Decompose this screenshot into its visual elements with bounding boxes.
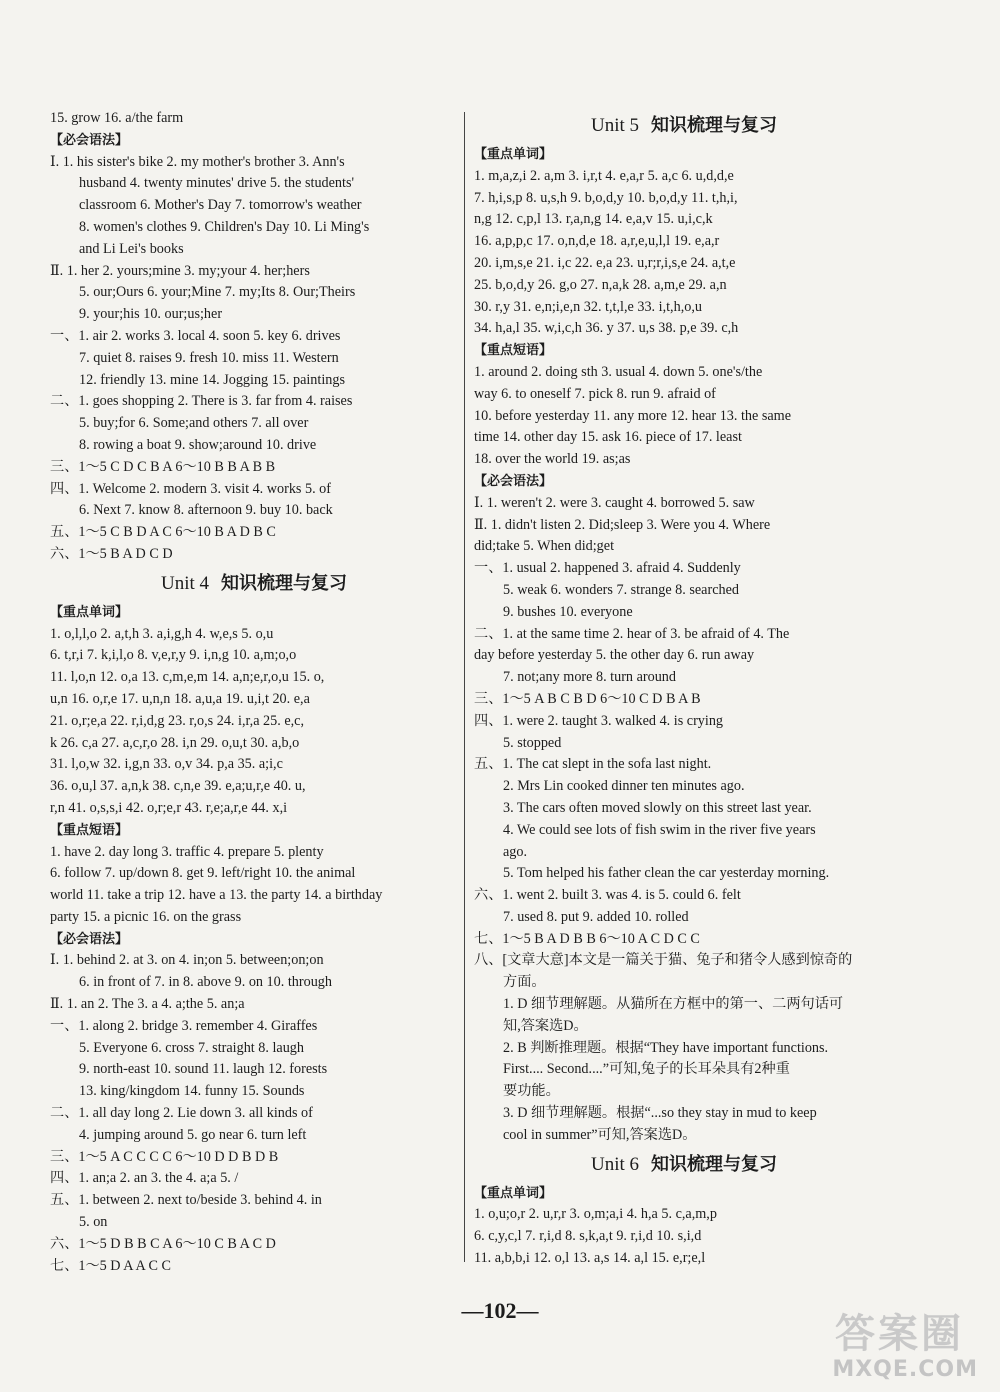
answer-line: 知,答案选D。	[503, 1017, 588, 1034]
unit-title: Unit 6	[590, 1153, 640, 1175]
answer-line: 2. Mrs Lin cooked dinner ten minutes ago.	[503, 778, 745, 795]
section-heading: 【必会语法】	[50, 132, 129, 148]
answer-line: 七、1～5 D A A C C	[50, 1257, 172, 1274]
answer-line: Ⅰ. 1. weren't 2. were 3. caught 4. borrowed 5. saw	[474, 494, 755, 511]
unit-heading	[474, 1147, 894, 1183]
answer-line: 1. D 细节理解题。从猫所在方框中的第一、二两句话可	[503, 996, 844, 1013]
answer-line: 16. a,p,p,c 17. o,n,d,e 18. a,r,e,u,l,l 19. e,a,r	[474, 233, 720, 250]
section-heading: 【重点单词】	[50, 604, 129, 620]
answer-line: 6. t,r,i 7. k,i,l,o 8. v,e,r,y 9. i,n,g 10. a,m;o,o	[50, 647, 297, 664]
answer-line: 9. north-east 10. sound 11. laugh 12. forests	[79, 1061, 328, 1078]
watermark-text: 答案圈	[835, 1311, 964, 1357]
unit-heading	[50, 566, 458, 602]
answer-line: n,g 12. c,p,l 13. r,a,n,g 14. e,a,v 15. u,i,c,k	[474, 211, 713, 228]
answer-line: 5. stopped	[503, 734, 562, 751]
answer-line: 13. king/kingdom 14. funny 15. Sounds	[79, 1083, 305, 1100]
answer-line: classroom 6. Mother's Day 7. tomorrow's weather	[79, 197, 362, 214]
section-heading: 【必会语法】	[50, 931, 129, 947]
answer-line: 一、1. air 2. works 3. local 4. soon 5. key 6. drives	[50, 327, 341, 344]
answer-line: 五、1. between 2. next to/beside 3. behind 4. in	[50, 1192, 322, 1209]
answer-line: 6. c,y,c,l 7. r,i,d 8. s,k,a,t 9. r,i,d 10. s,i,d	[474, 1228, 702, 1245]
answer-line: 5. Everyone 6. cross 7. straight 8. laugh	[79, 1039, 304, 1056]
watermark-logo	[778, 1302, 978, 1382]
section-heading: 【重点短语】	[474, 343, 553, 359]
answer-line: 15. grow 16. a/the farm	[50, 110, 184, 126]
answer-line: 八、[文章大意]本文是一篇关于猫、兔子和猪令人感到惊奇的	[474, 952, 853, 969]
page-number: —102—	[461, 1298, 539, 1323]
answer-line: did;take 5. When did;get	[474, 538, 615, 555]
answer-line: husband 4. twenty minutes' drive 5. the students'	[79, 175, 355, 192]
answer-line: 2. B 判断推理题。根据“They have important functions.	[503, 1039, 829, 1056]
answer-line: world 11. take a trip 12. have a 13. the party 14. a birthday	[50, 887, 383, 904]
unit-subtitle: 知识梳理与复习	[221, 572, 348, 594]
answer-line: 11. a,b,b,i 12. o,l 13. a,s 14. a,l 15. e,r;e,l	[474, 1250, 706, 1267]
answer-line: 1. around 2. doing sth 3. usual 4. down 5. one's/the	[474, 363, 763, 380]
section-heading: 【重点单词】	[474, 147, 553, 162]
answer-line: 1. o,l,l,o 2. a,t,h 3. a,i,g,h 4. w,e,s 5. o,u	[50, 625, 274, 642]
answer-line: 四、1. an;a 2. an 3. the 4. a;a 5. /	[50, 1170, 239, 1187]
unit-subtitle: 知识梳理与复习	[651, 1153, 778, 1175]
watermark-url: MXQE.COM	[832, 1357, 978, 1382]
answer-line: 9. bushes 10. everyone	[503, 603, 633, 620]
answer-line: Ⅱ. 1. an 2. The 3. a 4. a;the 5. an;a	[50, 996, 245, 1013]
section-heading: 【必会语法】	[474, 473, 553, 489]
answer-line: 五、1. The cat slept in the sofa last night.	[474, 756, 712, 773]
answer-line: 21. o,r;e,a 22. r,i,d,g 23. r,o,s 24. i,r,a 25. e,c,	[50, 712, 305, 729]
answer-line: day before yesterday 5. the other day 6. run away	[474, 647, 755, 664]
answer-line: 方面。	[503, 974, 546, 991]
answer-line: way 6. to oneself 7. pick 8. run 9. afraid of	[474, 385, 716, 402]
answer-line: 1. m,a,z,i 2. a,m 3. i,r,t 4. e,a,r 5. a,c 6. u,d,d,e	[474, 167, 734, 184]
answer-line: 5. weak 6. wonders 7. strange 8. searched	[503, 581, 739, 598]
answer-line: 7. used 8. put 9. added 10. rolled	[503, 908, 689, 925]
answer-line: 1. have 2. day long 3. traffic 4. prepare 5. plenty	[50, 843, 324, 860]
answer-line: party 15. a picnic 16. on the grass	[50, 908, 242, 925]
answer-line: time 14. other day 15. ask 16. piece of 17. least	[474, 429, 742, 446]
answer-line: r,n 41. o,s,s,i 42. o,r;e,r 43. r,e;a,r,e 44. x,i	[50, 799, 288, 816]
answer-line: 1. o,u;o,r 2. u,r,r 3. o,m;a,i 4. h,a 5. c,a,m,p	[474, 1206, 717, 1223]
answer-line: First.... Second....”可知,兔子的长耳朵具有2种重	[503, 1061, 790, 1078]
answer-line: 六、1～5 B A D C D	[50, 545, 173, 562]
left-column	[50, 108, 458, 1277]
answer-line: 一、1. along 2. bridge 3. remember 4. Giraffes	[50, 1017, 318, 1034]
answer-line: 4. jumping around 5. go near 6. turn left	[79, 1126, 307, 1143]
answer-line: 五、1～5 C B D A C 6～10 B A D B C	[50, 524, 276, 541]
answer-line: 4. We could see lots of fish swim in the river five years	[503, 821, 816, 838]
answer-line: 8. rowing a boat 9. show;around 10. drive	[79, 436, 317, 453]
answer-line: 二、1. goes shopping 2. There is 3. far from 4. raises	[50, 393, 353, 410]
answer-line: k 26. c,a 27. a,c,r,o 28. i,n 29. o,u,t 30. a,b,o	[50, 734, 300, 751]
answer-line: 20. i,m,s,e 21. i,c 22. e,a 23. u,r;r,i,s,e 24. a,t,e	[474, 254, 736, 271]
answer-line: 5. on	[79, 1214, 108, 1231]
answer-line: 12. friendly 13. mine 14. Jogging 15. paintings	[79, 371, 345, 388]
answer-line: 四、1. Welcome 2. modern 3. visit 4. works 5. of	[50, 480, 331, 497]
answer-line: 3. The cars often moved slowly on this street last year.	[503, 799, 812, 816]
answer-line: ago.	[503, 843, 528, 860]
answer-line: 7. not;any more 8. turn around	[503, 669, 676, 686]
section-heading: 【重点单词】	[474, 1185, 553, 1201]
answer-line: 7. h,i,s,p 8. u,s,h 9. b,o,d,y 10. b,o,d,y 11. t,h,i,	[474, 189, 738, 206]
answer-line: 三、1～5 A C C C C 6～10 D D B D B	[50, 1148, 279, 1165]
section-heading: 【重点短语】	[50, 822, 129, 838]
answer-line: 18. over the world 19. as;as	[474, 451, 631, 468]
answer-line: 四、1. were 2. taught 3. walked 4. is crying	[474, 712, 724, 729]
answer-line: Ⅱ. 1. her 2. yours;mine 3. my;your 4. her;hers	[50, 262, 310, 279]
answer-line: 6. in front of 7. in 8. above 9. on 10. through	[79, 974, 332, 991]
answer-line: 36. o,u,l 37. a,n,k 38. c,n,e 39. e,a;u,r,e 40. u,	[50, 778, 306, 795]
answer-line: 7. quiet 8. raises 9. fresh 10. miss 11. Western	[79, 349, 339, 366]
answer-line: 三、1～5 C D C B A 6～10 B B A B B	[50, 458, 276, 475]
answer-line: u,n 16. o,r,e 17. u,n,n 18. a,u,a 19. u,i,t 20. e,a	[50, 690, 310, 707]
answer-line: Ⅰ. 1. his sister's bike 2. my mother's brother 3. Ann's	[50, 153, 345, 170]
answer-line: 6. Next 7. know 8. afternoon 9. buy 10. back	[79, 502, 333, 519]
answer-line: Ⅱ. 1. didn't listen 2. Did;sleep 3. Were you 4. Where	[474, 516, 771, 533]
answer-line: 七、1～5 B A D B B 6～10 A C D C C	[474, 930, 700, 947]
column-divider	[464, 112, 465, 1262]
answer-line: 25. b,o,d,y 26. g,o 27. n,a,k 28. a,m,e 29. a,n	[474, 276, 727, 293]
answer-line: 六、1. went 2. built 3. was 4. is 5. could 6. felt	[474, 887, 741, 904]
answer-line: cool in summer”可知,答案选D。	[503, 1126, 697, 1143]
answer-line: and Li Lei's books	[79, 240, 184, 257]
unit-title: Unit 4	[160, 572, 210, 594]
answer-line: Ⅰ. 1. behind 2. at 3. on 4. in;on 5. between;on;on	[50, 952, 324, 969]
unit-title: Unit 5	[590, 115, 640, 136]
answer-line: 一、1. usual 2. happened 3. afraid 4. Suddenly	[474, 560, 741, 577]
answer-line: 5. our;Ours 6. your;Mine 7. my;Its 8. Our;Theirs	[79, 284, 356, 301]
answer-line: 34. h,a,l 35. w,i,c,h 36. y 37. u,s 38. p,e 39. c,h	[474, 320, 739, 337]
answer-line: 二、1. at the same time 2. hear of 3. be afraid of 4. The	[474, 625, 790, 642]
answer-line: 31. l,o,w 32. i,g,n 33. o,v 34. p,a 35. a;i,c	[50, 756, 283, 773]
answer-line: 30. r,y 31. e,n;i,e,n 32. t,t,l,e 33. i,t,h,o,u	[474, 298, 702, 315]
answer-line: 11. l,o,n 12. o,a 13. c,m,e,m 14. a,n;e,r,o,u 15. o,	[50, 669, 325, 686]
answer-line: 要功能。	[503, 1083, 560, 1100]
right-column	[474, 108, 894, 1270]
answer-line: 3. D 细节理解题。根据“...so they stay in mud to keep	[503, 1105, 817, 1122]
answer-line: 6. follow 7. up/down 8. get 9. left/right 10. the animal	[50, 865, 356, 882]
answer-line: 二、1. all day long 2. Lie down 3. all kinds of	[50, 1105, 313, 1122]
answer-line: 8. women's clothes 9. Children's Day 10. Li Ming's	[79, 218, 370, 235]
answer-line: 10. before yesterday 11. any more 12. hear 13. the same	[474, 407, 792, 424]
answer-line: 5. Tom helped his father clean the car yesterday morning.	[503, 865, 830, 882]
unit-subtitle: 知识梳理与复习	[651, 115, 778, 136]
answer-line: 六、1～5 D B B C A 6～10 C B A C D	[50, 1235, 276, 1252]
answer-line: 9. your;his 10. our;us;her	[79, 306, 223, 323]
answer-line: 三、1～5 A B C B D 6～10 C D B A B	[474, 690, 701, 707]
answer-line: 5. buy;for 6. Some;and others 7. all over	[79, 415, 309, 432]
unit-heading	[474, 108, 894, 144]
